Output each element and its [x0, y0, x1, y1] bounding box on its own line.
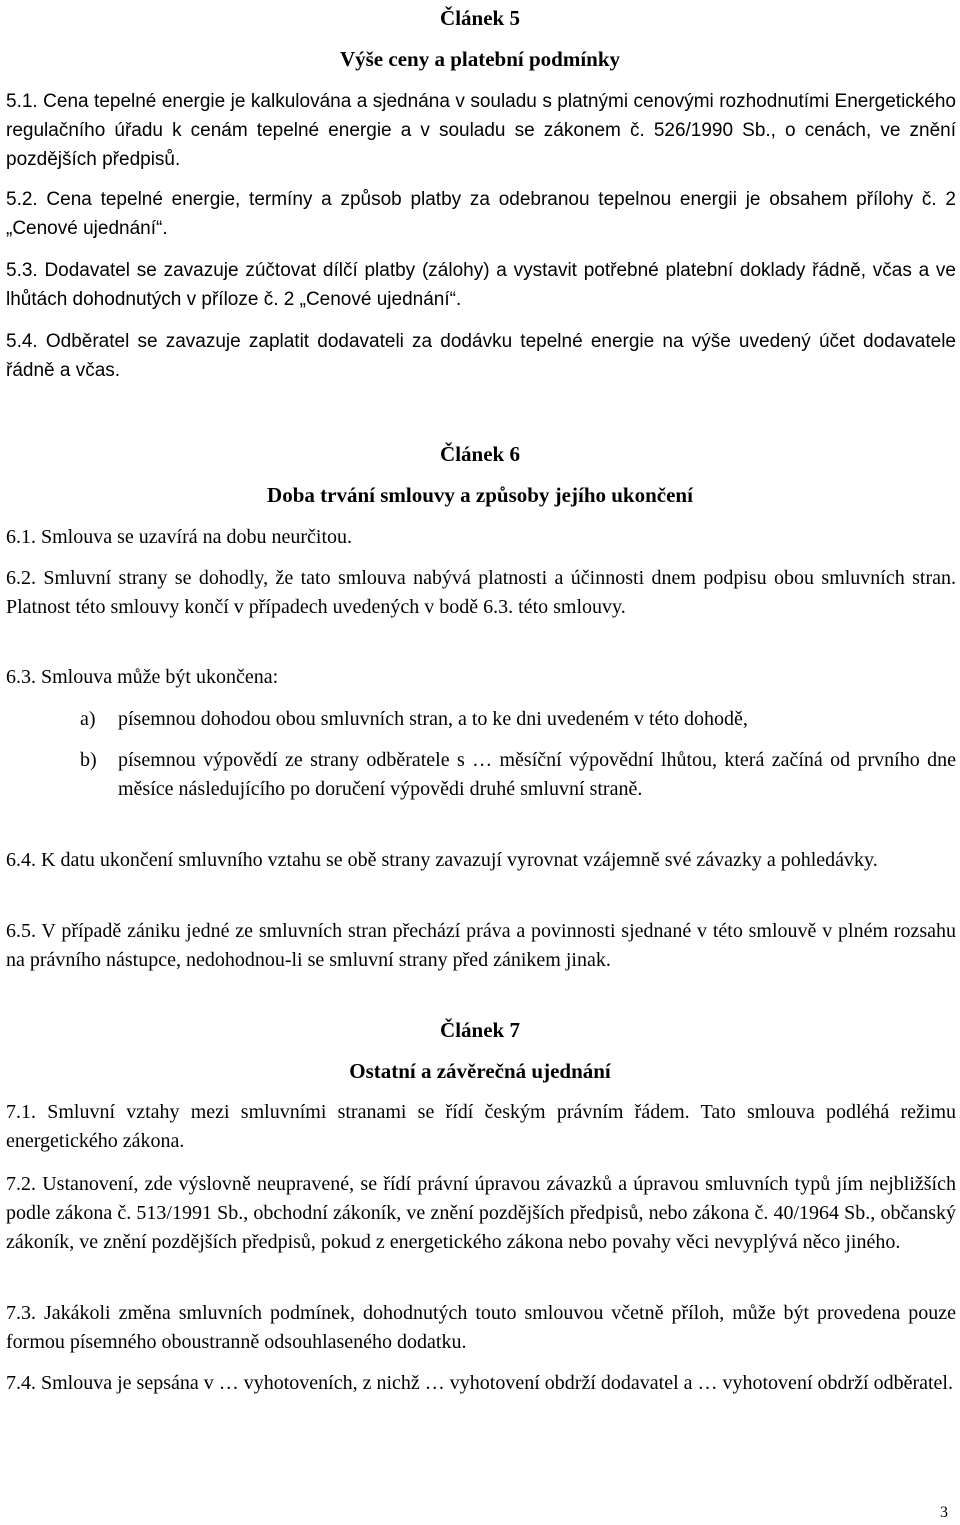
page-number: 3 — [940, 1504, 948, 1521]
article-7-number: Článek 7 — [440, 1018, 520, 1042]
paragraph-6-2: 6.2. Smluvní strany se dohodly, že tato smlouva nabývá platnosti a účinnosti dnem podpisu obou smluvních stran. Platnost této smlouvy končí v případech uvedených v bodě 6.3. této smlouvy. — [6, 567, 956, 618]
article-6-number: Článek 6 — [440, 442, 520, 466]
paragraph-7-3: 7.3. Jakákoli změna smluvních podmínek, dohodnutých touto smlouvou včetně příloh, může být provedena pouze formou písemného oboustranně odsouhlaseného dodatku. — [6, 1302, 956, 1353]
paragraph-7-4: 7.4. Smlouva je sepsána v … vyhotoveních, z nichž … vyhotovení obdrží dodavatel a … vyhotovení obdrží odběratel. — [6, 1372, 953, 1394]
paragraph-6-1: 6.1. Smlouva se uzavírá na dobu neurčitou. — [6, 526, 353, 548]
list-item-a-text: písemnou dohodou obou smluvních stran, a to ke dni uvedeném v této dohodě, — [118, 708, 748, 730]
paragraph-5-2: 5.2. Cena tepelné energie, termíny a způsob platby za odebranou tepelnou energii je obsahem přílohy č. 2 „Cenové ujednání“. — [6, 189, 956, 239]
paragraph-5-1: 5.1. Cena tepelné energie je kalkulována a sjednána v souladu s platnými cenovými rozhodnutími Energetického regulačního úřadu k cenám tepelné energie a v souladu se zákonem č. 526/1990 Sb., o cenách, ve znění pozdějších předpisů. — [6, 91, 956, 170]
article-7-title: Ostatní a závěrečná ujednání — [349, 1059, 611, 1083]
list-marker-b: b) — [80, 749, 97, 771]
list-item-a — [80, 705, 956, 734]
list-item-b-text: písemnou výpovědí ze strany odběratele s … měsíční výpovědní lhůtou, která začíná od prvního dne měsíce následujícího po doručení výpovědi druhé smluvní straně. — [118, 749, 956, 800]
list-marker-a: a) — [80, 708, 96, 730]
paragraph-6-3: 6.3. Smlouva může být ukončena: — [6, 666, 279, 688]
paragraph-5-3: 5.3. Dodavatel se zavazuje zúčtovat dílčí platby (zálohy) a vystavit potřebné platební doklady řádně, včas a ve lhůtách dohodnutých v příloze č. 2 „Cenové ujednání“. — [6, 260, 956, 310]
paragraph-5-4: 5.4. Odběratel se zavazuje zaplatit dodavateli za dodávku tepelné energie na výše uvedený účet dodavatele řádně a včas. — [6, 331, 956, 381]
article-6-title: Doba trvání smlouvy a způsoby jejího ukončení — [267, 483, 693, 507]
paragraph-7-2: 7.2. Ustanovení, zde výslovně neupravené, se řídí právní úpravou závazků a úpravou smluvních typů jím nejbližších podle zákona č. 513/1991 Sb., obchodní zákoník, ve znění pozdějších předpisů, nebo zákona č. 40/1964 Sb., občanský zákoník, ve znění pozdějších předpisů, pokud z energetického zákona nebo povahy věci nevyplývá něco jiného. — [6, 1173, 956, 1253]
article-5-title: Výše ceny a platební podmínky — [339, 47, 621, 71]
list-item-b — [80, 746, 956, 804]
paragraph-7-1: 7.1. Smluvní vztahy mezi smluvními stranami se řídí českým právním řádem. Tato smlouva podléhá režimu energetického zákona. — [6, 1101, 956, 1152]
paragraph-6-5: 6.5. V případě zániku jedné ze smluvních stran přechází práva a povinnosti sjednané v této smlouvě v plném rozsahu na právního nástupce, nedohodnou-li se smluvní strany před zánikem jinak. — [6, 920, 956, 971]
article-5-number: Článek 5 — [440, 6, 520, 30]
paragraph-6-4: 6.4. K datu ukončení smluvního vztahu se obě strany zavazují vyrovnat vzájemně své závazky a pohledávky. — [6, 849, 878, 871]
